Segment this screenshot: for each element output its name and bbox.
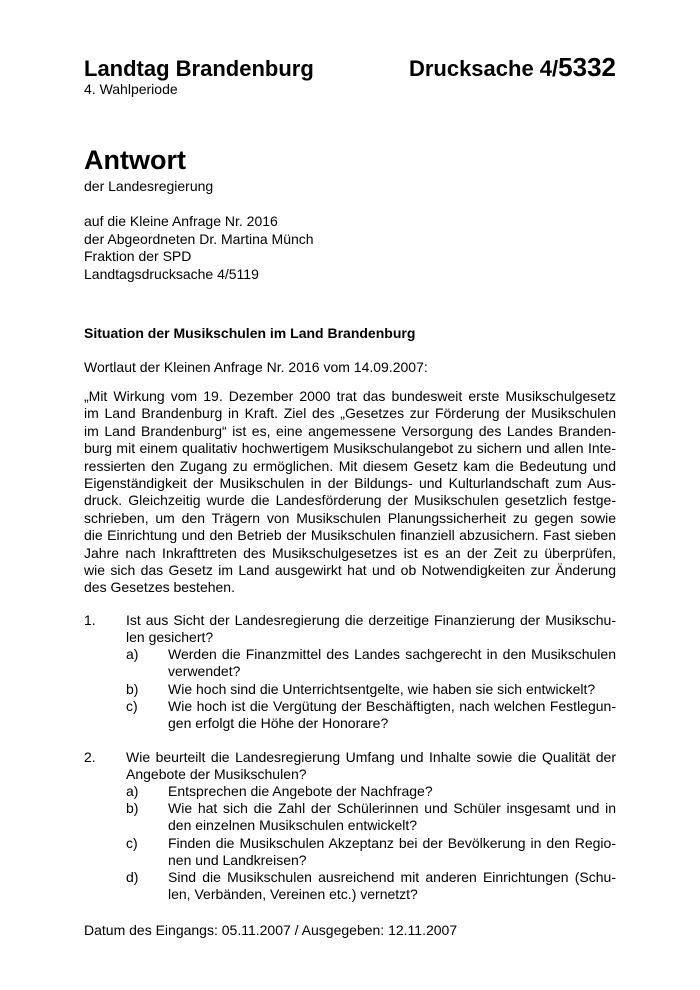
subquestion-text [168, 698, 616, 733]
subquestion-line: Wie hoch sind die Unterrichtsentgelte, wie haben sie sich entwickelt? [168, 681, 596, 697]
meta-line: auf die Kleine Anfrage Nr. 2016 [84, 213, 278, 229]
question-text [126, 749, 616, 784]
subquestion-line: Finden die Musikschulen Akzeptanz bei der Bevölkerung in den Regio- [168, 835, 616, 851]
question-line: Ist aus Sicht der Landesregierung die derzeitige Finanzierung der Musikschu- [126, 612, 616, 628]
subquestion-line: nen und Landkreisen? [168, 852, 307, 869]
wahlperiode: 4. Wahlperiode [84, 81, 178, 97]
paragraph-line: Jahre nach Inkrafttreten des Musikschulgesetzes ist es an der Zeit zu überprüfen, [84, 544, 616, 561]
subquestion-letter: c) [126, 698, 138, 714]
paragraph-line: die Einrichtung und den Betrieb der Musikschulen finanziell abzusichern. Fast sieben [84, 527, 616, 544]
subquestion-text [168, 681, 616, 698]
subquestion-text [168, 800, 616, 835]
subquestion-line: Werden die Finanzmittel des Landes sachgerecht in den Musikschulen [168, 646, 616, 662]
paragraph-line: im Land Brandenburg in Kraft. Ziel des „Gesetzes zur Förderung der Musikschulen [84, 405, 616, 422]
inquiry-meta [84, 213, 314, 283]
subquestion-letter: c) [126, 835, 138, 851]
drucksache-id: 5332 [558, 52, 616, 82]
paragraph-line: druck. Gleichzeitig wurde die Landesförderung der Musikschulen gesetzlich festge- [84, 492, 616, 509]
subquestion-letter: b) [126, 800, 139, 816]
document-title: Antwort [84, 145, 186, 175]
paragraph-line: Eigenständigkeit der Musikschulen in der Bildungs- und Kulturlandschaft zum Aus- [84, 475, 616, 492]
meta-line: der Abgeordneten Dr. Martina Münch [84, 230, 314, 247]
paragraph-line: wie sich das Gesetz im Land ausgewirkt hat und ob Notwendigkeiten zur Änderung [84, 562, 616, 579]
question-line: Wie beurteilt die Landesregierung Umfang und Inhalte sowie die Qualität der [126, 749, 616, 765]
drucksache-label: Drucksache 4/ [408, 56, 559, 81]
subquestion-line: gen erfolgt die Höhe der Honorare? [168, 715, 389, 732]
drucksache-number [409, 52, 616, 83]
subject-heading: Situation der Musikschulen im Land Brandenburg [84, 325, 416, 341]
subquestion-letter: a) [126, 646, 139, 662]
question-number: 2. [84, 749, 96, 765]
wortlaut-line: Wortlaut der Kleinen Anfrage Nr. 2016 vom 14.09.2007: [84, 359, 428, 375]
question-text [126, 612, 616, 647]
subquestion-line: Entsprechen die Angebote der Nachfrage? [168, 783, 433, 799]
subquestion-text [168, 783, 616, 800]
paragraph-line: des Gesetzes bestehen. [84, 579, 235, 596]
subquestion-line: len, Verbänden, Vereinen etc.) vernetzt? [168, 886, 418, 903]
question-number: 1. [84, 612, 96, 628]
question-line: Angebote der Musikschulen? [126, 766, 307, 783]
subquestion-line: den einzelnen Musikschulen entwickelt? [168, 817, 418, 834]
paragraph-line: schrieben, um den Trägern von Musikschulen Planungssicherheit zu gegen sowie [84, 509, 616, 526]
paragraph-line: „Mit Wirkung vom 19. Dezember 2000 trat das bundesweit erste Musikschulgesetz [84, 388, 616, 404]
subquestion-text [168, 869, 616, 904]
receipt-dates: Datum des Eingangs: 05.11.2007 / Ausgegeben: 12.11.2007 [84, 922, 458, 938]
subquestion-line: Wie hoch ist die Vergütung der Beschäftigten, nach welchen Festlegun- [168, 698, 616, 714]
subquestion-text [168, 835, 616, 870]
paragraph-line: im Land Brandenburg“ ist es, eine angemessene Versorgung des Landes Branden- [84, 422, 616, 439]
paragraph-line: burg mit einem qualitativ hochwertigem Musikschulangebot zu sichern und allen Inte- [84, 440, 616, 457]
subquestion-letter: d) [126, 869, 139, 885]
paragraph-line: ressierten den Zugang zu ermöglichen. Mit diesem Gesetz kam die Bedeutung und [84, 457, 616, 474]
question-line: len gesichert? [126, 629, 214, 646]
document-subtitle: der Landesregierung [84, 178, 214, 194]
subquestion-line: verwendet? [168, 663, 241, 680]
subquestion-line: Wie hat sich die Zahl der Schülerinnen und Schüler insgesamt und in [168, 800, 616, 816]
subquestion-letter: a) [126, 783, 139, 799]
subquestion-line: Sind die Musikschulen ausreichend mit anderen Einrichtungen (Schu- [168, 869, 616, 885]
subquestion-letter: b) [126, 681, 139, 697]
intro-paragraph [84, 388, 616, 597]
meta-line: Landtagsdrucksache 4/5119 [84, 265, 259, 282]
subquestion-text [168, 646, 616, 681]
parliament-name: Landtag Brandenburg [84, 56, 314, 81]
meta-line: Fraktion der SPD [84, 248, 192, 264]
